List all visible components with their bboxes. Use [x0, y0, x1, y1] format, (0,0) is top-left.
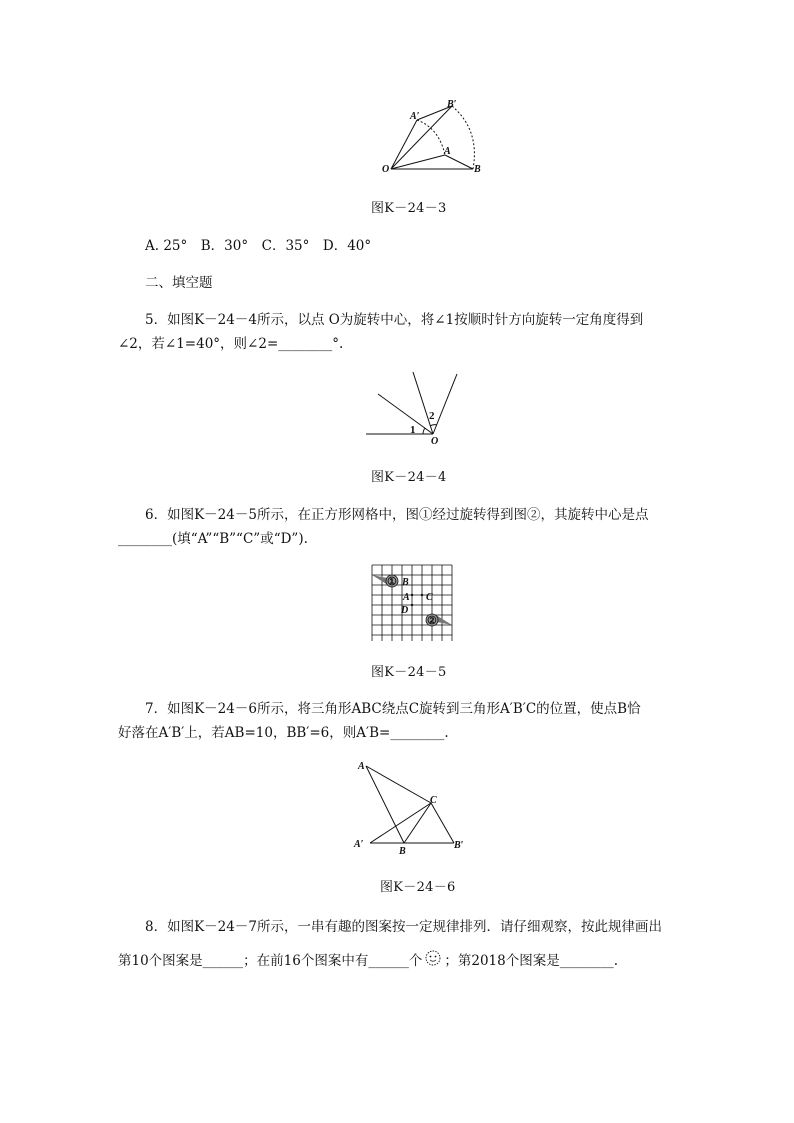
- figure-caption: 图K－24－6: [380, 880, 456, 895]
- ray-2: [413, 372, 433, 434]
- segment-oa-prime: [391, 120, 417, 169]
- smiley-icon: [422, 949, 444, 971]
- question-5-line-1: 5．如图K－24－4所示，以点 O为旋转中心，将∠1按顺时针方向旋转一定角度得到: [145, 312, 644, 328]
- label-b-prime: B′: [454, 840, 464, 851]
- figure-k-24-6: [352, 758, 472, 860]
- multiple-choice-options: A. 25° B．30° C．35° D．40°: [145, 238, 372, 254]
- question-7-line-2: 好落在A′B′上，若AB=10，BB′=6，则A′B=________.: [118, 725, 449, 741]
- figure-k-24-4: [363, 370, 463, 446]
- label-angle-1: 1: [410, 424, 416, 436]
- question-5-line-2: ∠2，若∠1=40°，则∠2=________°.: [118, 336, 344, 352]
- question-7-line-1: 7．如图K－24－6所示，将三角形ABC绕点C旋转到三角形A′B′C的位置，使点B恰: [145, 701, 641, 717]
- grid: [372, 565, 452, 641]
- label-b: B: [399, 846, 406, 857]
- segment-ab: [366, 766, 404, 843]
- label-b: B: [402, 577, 409, 588]
- segment-ob-prime: [391, 106, 452, 169]
- question-6-line-2: ________(填“A”“B”“C”或“D”).: [118, 531, 308, 547]
- figure-caption: 图K－24－5: [371, 665, 447, 680]
- figure-k-24-3: [376, 98, 486, 178]
- section-title: 二、填空题: [145, 275, 213, 291]
- label-a: A: [403, 592, 410, 603]
- segment-b-prime-c: [431, 803, 454, 843]
- label-o: O: [382, 164, 390, 175]
- question-6-line-1: 6．如图K－24－5所示，在正方形网格中，图①经过旋转得到图②，其旋转中心是点: [145, 507, 649, 523]
- label-c: C: [426, 592, 433, 603]
- label-b: B: [474, 164, 481, 175]
- figure-caption: 图K－24－3: [371, 201, 447, 216]
- figure-k-24-5: [370, 563, 454, 643]
- question-8-text-part-1: 第10个图案是______；在前16个图案中有______个: [118, 953, 423, 969]
- angle-1-arc: [423, 428, 425, 434]
- question-8-line-2: [118, 949, 618, 971]
- question-8-line-1: 8．如图K－24－7所示，一串有趣的图案按一定规律排列．请仔细观察，按此规律画出: [145, 919, 662, 935]
- label-a-prime: A′: [354, 839, 364, 850]
- segment-bc: [404, 803, 431, 843]
- label-b-prime: B′: [447, 99, 457, 110]
- segment-ab: [445, 155, 473, 169]
- label-circle-1: ①: [387, 576, 397, 588]
- label-a: A: [444, 146, 451, 157]
- label-d: D: [401, 605, 409, 616]
- label-o: O: [431, 436, 439, 446]
- label-a: A: [358, 761, 365, 772]
- segment-ac: [366, 766, 431, 803]
- label-a-prime: A′: [410, 111, 420, 122]
- segment-oa: [391, 155, 445, 169]
- question-8-text-part-2: ；第2018个图案是________.: [444, 953, 619, 969]
- figure-caption: 图K－24－4: [371, 470, 447, 485]
- arc-b-to-b-prime: [452, 106, 474, 169]
- label-circle-2: ②: [427, 615, 437, 627]
- label-angle-2: 2: [429, 410, 435, 422]
- label-c: C: [430, 795, 437, 806]
